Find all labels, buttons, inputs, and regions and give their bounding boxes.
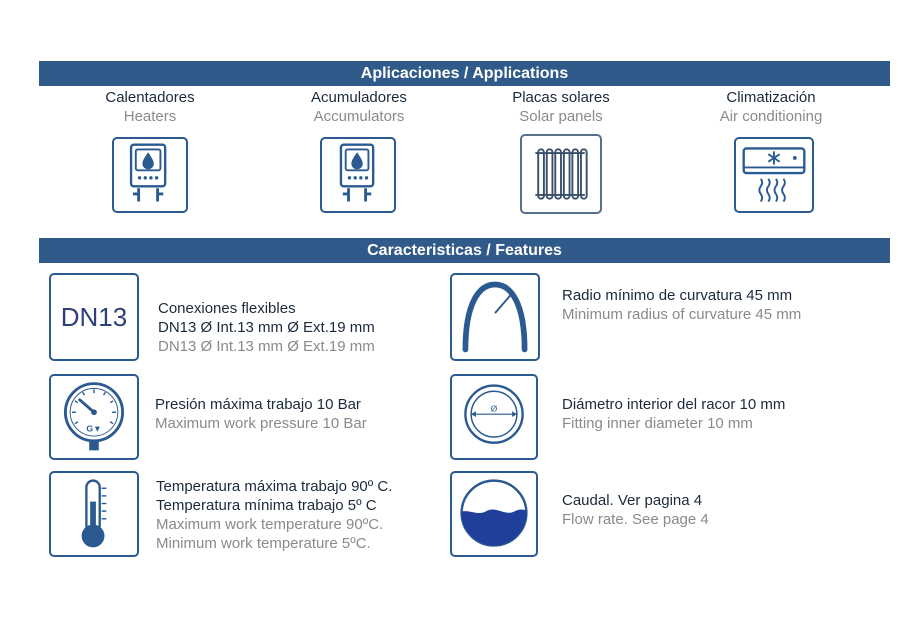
feature-text-en: DN13 Ø Int.13 mm Ø Ext.19 mm bbox=[158, 338, 375, 355]
feature-text-en: Minimum work temperature 5ºC. bbox=[156, 535, 371, 552]
application-label-en: Heaters bbox=[123, 108, 177, 125]
feature-text-en: Flow rate. See page 4 bbox=[562, 511, 709, 528]
feature-text-es: Temperatura mínima trabajo 5º C bbox=[156, 497, 377, 514]
applications-header: Aplicaciones / Applications bbox=[39, 61, 890, 86]
application-label-es: Calentadores bbox=[105, 89, 195, 106]
svg-text:Ø: Ø bbox=[490, 403, 498, 414]
application-label-en: Solar panels bbox=[519, 108, 603, 125]
dn13-icon bbox=[49, 273, 139, 361]
application-label-en: Air conditioning bbox=[719, 108, 823, 125]
flow-rate-icon bbox=[450, 471, 538, 557]
feature-text-es: Diámetro interior del racor 10 mm bbox=[562, 396, 786, 413]
dn13-badge: DN13 bbox=[60, 301, 128, 332]
feature-fitting-diameter bbox=[562, 395, 785, 433]
feature-temperature bbox=[156, 477, 392, 553]
feature-text-en: Maximum work pressure 10 Bar bbox=[155, 415, 367, 432]
feature-text-es: Presión máxima trabajo 10 Bar bbox=[155, 396, 361, 413]
application-air-conditioning bbox=[671, 88, 871, 126]
feature-max-pressure bbox=[155, 395, 367, 433]
application-solar-panels bbox=[461, 88, 661, 126]
application-label-en: Accumulators bbox=[313, 108, 405, 125]
air-conditioner-icon bbox=[734, 137, 814, 213]
application-label-es: Climatización bbox=[726, 89, 816, 106]
feature-text-en: Fitting inner diameter 10 mm bbox=[562, 415, 753, 432]
application-label-es: Acumuladores bbox=[311, 89, 407, 106]
feature-text-es: Radio mínimo de curvatura 45 mm bbox=[562, 287, 793, 304]
thermometer-icon bbox=[49, 471, 139, 557]
pressure-gauge-icon bbox=[49, 374, 139, 460]
feature-text-es: DN13 Ø Int.13 mm Ø Ext.19 mm bbox=[158, 319, 375, 336]
water-accumulator-icon bbox=[320, 137, 396, 213]
application-heaters bbox=[50, 88, 250, 126]
feature-flow-rate bbox=[562, 491, 709, 529]
feature-text-es: Caudal. Ver pagina 4 bbox=[562, 492, 703, 509]
svg-text:G▼: G▼ bbox=[86, 423, 102, 434]
feature-text-en: Minimum radius of curvature 45 mm bbox=[562, 306, 802, 323]
feature-text-es: Temperatura máxima trabajo 90º C. bbox=[156, 478, 393, 495]
feature-text-es: Conexiones flexibles bbox=[158, 300, 296, 317]
bend-radius-icon bbox=[450, 273, 540, 361]
feature-bend-radius bbox=[562, 286, 801, 324]
feature-flexible-connections bbox=[158, 299, 375, 356]
feature-text-en: Maximum work temperature 90ºC. bbox=[156, 516, 384, 533]
application-label-es: Placas solares bbox=[512, 89, 610, 106]
water-heater-icon bbox=[112, 137, 188, 213]
application-accumulators bbox=[259, 88, 459, 126]
diameter-icon bbox=[450, 374, 538, 460]
solar-panel-icon bbox=[520, 134, 602, 214]
features-header: Caracteristicas / Features bbox=[39, 238, 890, 263]
